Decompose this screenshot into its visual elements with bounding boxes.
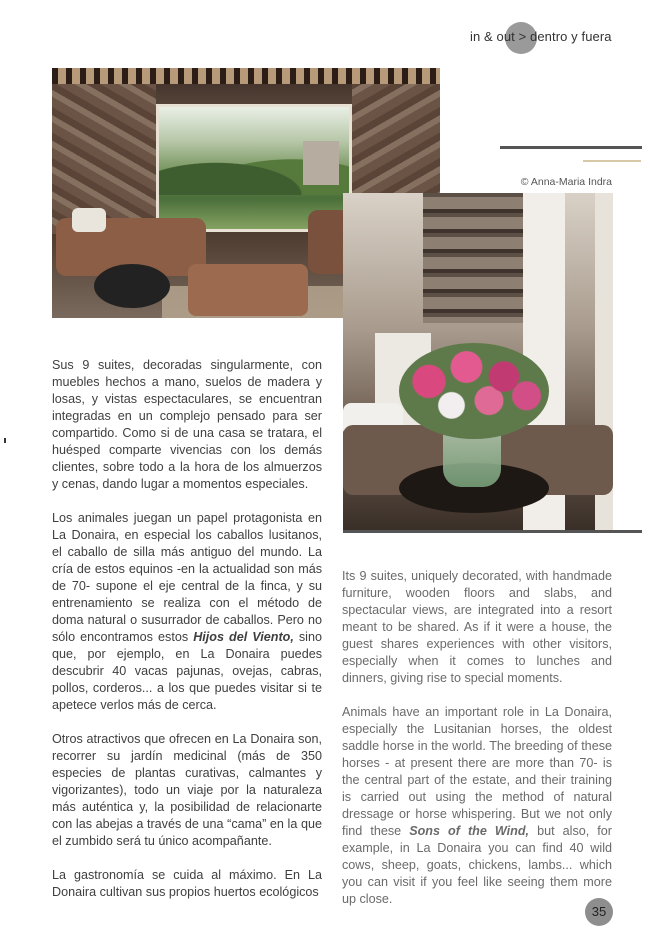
- paragraph-text: but also, for example, in La Donaira you can find 40 wild cows, sheep, goats, chickens, lambs... which you can visit if you feel like seeing them more up close.: [342, 824, 612, 906]
- photo-credit: © Anna-Maria Indra: [520, 176, 612, 188]
- paragraph-text: Los animales juegan un papel protagonista en La Donaira, en especial los caballos lusitanos, el caballo de silla más antiguo del mundo. La cría de estos equinos -en la actualidad son más de 70- supone el eje central de la finca, y su entrenamiento se realiza con el método de doma natural o susurrador de caballos. Pero no sólo encontramos estos: [52, 511, 322, 644]
- round-coffee-table: [94, 264, 170, 308]
- paragraph-text: sino que, por ejemplo, en La Donaira puedes descubrir 40 vacas pajunas, ovejas, cabras, pollos, corderos... a los que puedes visitar si te apetece verlos más de cerca.: [52, 630, 322, 712]
- wood-beam-ceiling: [52, 68, 440, 84]
- distant-house: [303, 141, 339, 185]
- margin-mark: [4, 438, 6, 443]
- section-header: [0, 22, 650, 52]
- spanish-paragraph: Otros atractivos que ofrecen en La Donaira son, recorrer su jardín medicinal (más de 350 especies de plantas curativas, calmantes y vigorizantes), todo un viaje por la naturaleza más auténtica y, la posibilidad de relacionarte con las abejas a través de una “cama” en la que el zumbido será tu único acompañante.: [52, 732, 322, 848]
- emphasis-text: Sons of the Wind,: [409, 824, 530, 838]
- lily-bouquet: [399, 343, 549, 439]
- spanish-paragraph: Sus 9 suites, decoradas singularmente, con muebles hechos a mano, suelos de madera y losas, y vistas espectaculares, se encuentran integradas en un complejo pensado para ser compartido. Como si de una casa se tratara, el huésped comparte vivencias con los demás clientes, sobre todo a la hora de los almuerzos y cenas, dando lugar a momentos especiales.: [52, 358, 322, 491]
- spanish-text-column: [52, 357, 322, 918]
- emphasis-text: Hijos del Viento,: [193, 630, 294, 644]
- leather-ottoman: [188, 264, 308, 316]
- english-paragraph: Its 9 suites, uniquely decorated, with handmade furniture, wooden floors and slabs, and spectacular views, are integrated into a resort meant to be shared. As if it were a house, the guest shares experiences with other visitors, especially when it comes to lunches and dinners, giving rise to special moments.: [342, 569, 612, 685]
- divider-line: [500, 146, 642, 149]
- paragraph-text: Animals have an important role in La Donaira, especially the Lusitanian horses, the oldest saddle horse in the world. The breeding of these horses - at present there are more than 70- is the central part of the estate, and their training is carried out using the method of natural dressage or horse whispering. But we not only find these: [342, 705, 612, 838]
- accent-line: [583, 160, 641, 162]
- spanish-paragraph: La gastronomía se cuida al máximo. En La Donaira cultivan sus propios huertos ecológicos: [52, 868, 322, 899]
- divider-line: [343, 530, 642, 533]
- cushion: [72, 208, 106, 232]
- english-text-column: [342, 568, 612, 925]
- bookshelf: [423, 193, 523, 323]
- spanish-paragraph: [52, 510, 322, 714]
- english-paragraph: [342, 704, 612, 908]
- flower-vase-photo: [343, 193, 613, 530]
- section-label: in & out > dentro y fuera: [470, 29, 612, 44]
- page-number: 35: [585, 898, 613, 926]
